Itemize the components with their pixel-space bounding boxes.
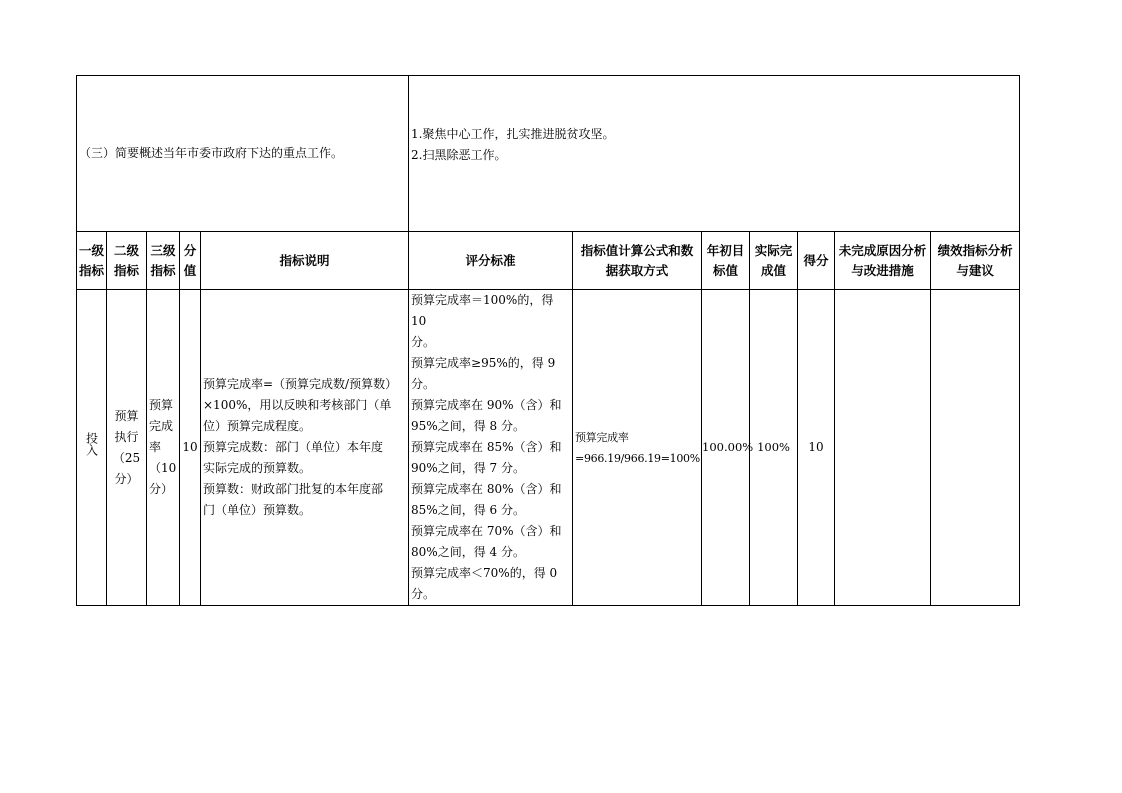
- header-level3: [147, 232, 180, 290]
- cell-level2-line3: （25: [112, 450, 141, 465]
- std-line: 90%之间，得 7 分。: [411, 461, 525, 475]
- header-level3-line1: 三级: [150, 242, 176, 258]
- header-suggest: [931, 232, 1020, 290]
- header-score-value-line1: 分: [183, 242, 197, 258]
- cell-level3-line2: 完成: [149, 419, 174, 433]
- header-target-line2: 标值: [713, 262, 739, 278]
- cell-score: 10: [798, 290, 835, 606]
- header-level1: [77, 232, 107, 290]
- summary-items-cell: [409, 76, 1020, 232]
- header-level2-line2: 指标: [113, 262, 139, 278]
- std-line: 预算完成率≥95%的，得 9: [411, 356, 556, 370]
- desc-line: 预算数：财政部门批复的本年度部: [203, 482, 384, 496]
- std-line: 预算完成率在 70%（含）和: [411, 524, 562, 538]
- cell-level3-line5: 分）: [149, 482, 174, 496]
- desc-line: ×100%，用以反映和考核部门（单: [203, 398, 392, 412]
- header-actual-line1: 实际完: [754, 242, 793, 258]
- header-formula-line1: 指标值计算公式和数: [580, 242, 694, 258]
- std-line: 80%之间，得 4 分。: [411, 545, 525, 559]
- header-score-value-line2: 值: [183, 262, 197, 278]
- cell-level2-line1: 预算: [114, 408, 139, 423]
- cell-target: 100.00%: [702, 290, 750, 606]
- header-target: [702, 232, 750, 290]
- std-line: 分。: [411, 377, 436, 391]
- header-analysis-line2: 与改进措施: [851, 262, 914, 278]
- header-level2: [107, 232, 147, 290]
- header-actual: [750, 232, 798, 290]
- std-line: 预算完成率在 85%（含）和: [411, 440, 562, 454]
- std-line: 85%之间，得 6 分。: [411, 503, 525, 517]
- cell-scoring-std: [409, 290, 573, 606]
- summary-item-1: 1.聚焦中心工作，扎实推进脱贫攻坚。: [411, 126, 615, 141]
- performance-table: [76, 75, 1020, 606]
- header-level3-line2: 指标: [150, 262, 176, 278]
- desc-line: 预算完成率=（预算完成数/预算数）: [203, 377, 398, 391]
- cell-level2-line2: 执行: [114, 429, 139, 444]
- std-line: 预算完成率在 90%（含）和: [411, 398, 562, 412]
- cell-level3-line3: 率: [149, 440, 162, 454]
- std-line: 预算完成率＝100%的，得 10: [411, 293, 554, 328]
- header-formula-line2: 据获取方式: [605, 262, 669, 278]
- desc-line: 位）预算完成程度。: [203, 419, 312, 433]
- header-score-value: [180, 232, 201, 290]
- summary-row: [77, 76, 1020, 232]
- std-line: 分。: [411, 587, 436, 601]
- header-row: [77, 232, 1020, 290]
- cell-level1-text: 投入: [84, 432, 99, 456]
- header-actual-line2: 成值: [761, 262, 787, 278]
- formula-line-1: 预算完成率: [575, 430, 629, 444]
- desc-line: 预算完成数：部门（单位）本年度: [203, 440, 384, 454]
- cell-analysis: [835, 290, 931, 606]
- cell-level1: [77, 290, 107, 606]
- cell-level3: [147, 290, 180, 606]
- cell-indicator-desc: [201, 290, 409, 606]
- std-line: 预算完成率在 80%（含）和: [411, 482, 562, 496]
- header-formula: [573, 232, 702, 290]
- formula-line-2: =966.19/966.19=100%: [575, 451, 700, 465]
- summary-label: （三）简要概述当年市委市政府下达的重点工作。: [79, 146, 344, 160]
- cell-level2-line4: 分）: [114, 471, 139, 486]
- cell-level3-line4: （10: [149, 461, 177, 475]
- header-target-line1: 年初目: [706, 242, 745, 258]
- cell-actual: 100%: [750, 290, 798, 606]
- summary-label-cell: [77, 76, 409, 232]
- data-row: [77, 290, 1020, 606]
- cell-suggest: [931, 290, 1020, 606]
- header-level1-line2: 指标: [78, 262, 104, 278]
- desc-line: 门（单位）预算数。: [203, 503, 312, 517]
- header-level1-line1: 一级: [78, 242, 104, 258]
- cell-level2: [107, 290, 147, 606]
- header-level2-line1: 二级: [113, 242, 139, 258]
- std-line: 95%之间，得 8 分。: [411, 419, 525, 433]
- header-indicator-desc: 指标说明: [201, 232, 409, 290]
- header-score: 得分: [798, 232, 835, 290]
- desc-line: 实际完成的预算数。: [203, 461, 312, 475]
- header-scoring-std: 评分标准: [409, 232, 573, 290]
- std-line: 分。: [411, 335, 436, 349]
- header-analysis: [835, 232, 931, 290]
- cell-level3-line1: 预算: [149, 398, 174, 412]
- std-line: 预算完成率＜70%的，得 0: [411, 566, 558, 580]
- header-analysis-line1: 未完成原因分析: [838, 242, 927, 258]
- cell-formula: [573, 290, 702, 606]
- header-suggest-line1: 绩效指标分析: [937, 242, 1013, 258]
- header-suggest-line2: 与建议: [956, 262, 994, 278]
- cell-score-value: 10: [180, 290, 201, 606]
- summary-item-2: 2.扫黑除恶工作。: [411, 147, 507, 162]
